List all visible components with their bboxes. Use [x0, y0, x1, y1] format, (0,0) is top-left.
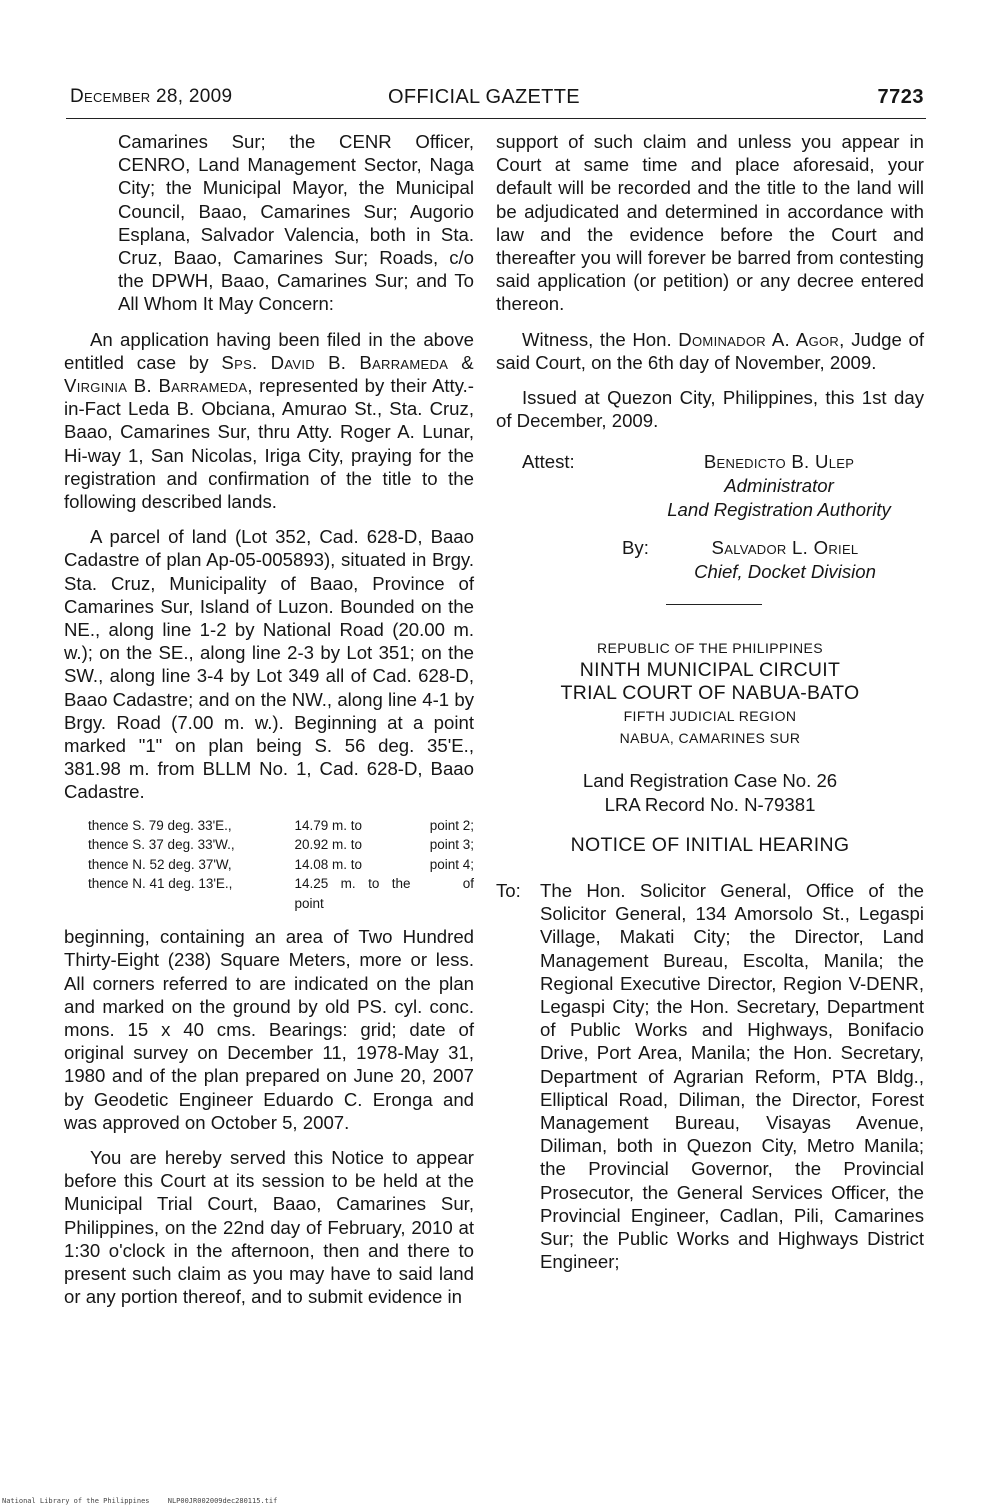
lra-record-number: LRA Record No. N-79381 — [604, 793, 816, 815]
bearing-point: of — [462, 876, 474, 892]
notice-title: NOTICE OF INITIAL HEARING — [570, 833, 850, 856]
section-divider — [666, 604, 762, 605]
header-rule — [66, 118, 926, 119]
bearing-row — [88, 874, 474, 913]
served-notice: You are hereby served this Notice to appear before this Court at its session to be held at the Municipal Trial Court, Baao, Camarines Sur, Philippines, on the 22nd day of February, 2010 at 1:30 o'clock in the afternoon, then and there to present such claim as you may have to said land or any portion thereof, and to submit evidence in — [64, 1147, 474, 1308]
signatory-title: Administrator — [724, 475, 834, 497]
bearing-distance: 14.08 m. to — [294, 856, 363, 872]
attest-signatory — [634, 450, 924, 522]
application-text-2: represented by their Atty.-in-Fact Leda B. Obciana, Amurao St., Sta. Cruz, Baao, Camarines Sur, thru Atty. Roger A. Lunar, Hi-way 1, San Nicolas, Iriga City, praying for the registration and confirmation of the title to the following described lands. — [64, 375, 474, 513]
bearing-distance: 14.79 m. to — [294, 817, 363, 833]
bearing-point: point 3; — [429, 837, 474, 853]
header-title: OFFICIAL GAZETTE — [388, 86, 580, 108]
library-credit: National Library of the Philippines — [2, 1497, 150, 1505]
support-paragraph: support of such claim and unless you appear in Court at same time and place aforesaid, your default will be recorded and the title to the land will be adjudicated and determined in accordance with law and the evidence before the Court and thereafter you will forever be barred from contesting said application (or petition) or any decree entered thereon. — [496, 131, 924, 315]
court-name-line-2: TRIAL COURT OF NABUA-BATO — [560, 682, 860, 705]
bearing-row — [88, 835, 474, 855]
by-signature — [496, 534, 924, 592]
court-name-line-1: NINTH MUNICIPAL CIRCUIT — [579, 659, 841, 682]
witness-paragraph — [496, 328, 924, 374]
addressees-continued: Camarines Sur; the CENR Officer, CENRO, Land Management Sector, Naga City; the Municipal Mayor, the Municipal Council, Baao, Camarines Sur; Augorio Esplana, Salvador Valencia, both in Sta. Cruz, Baao, Camarines Sur; Roads, c/o the DPWH, Baao, Camarines Sur; and To All Whom It May Concern: — [118, 131, 474, 315]
judge-name: Dominador A. Agor, — [678, 328, 845, 350]
court-heading — [496, 637, 924, 749]
bearing-distance: 14.25 m. to the point — [294, 876, 411, 911]
bearing-row — [88, 855, 474, 875]
parcel-description: A parcel of land (Lot 352, Cad. 628-D, Baao Cadastre of plan Ap-05-005893), situated in Brgy. Sta. Cruz, Municipality of Baao, Province of Camarines Sur, Island of Luzon. Bounded on the NE., along line 1-2 by National Road (20.00 m. w.); on the SE., along line 2-3 by Lot 351; on the SW., along line 3-4 by Lot 349 all of Cad. 628-D, Baao Cadastre; and on the NW., along line 4-1 by Brgy. Road (7.00 m. w.). Beginning at a point marked "1" on plan being S. 56 deg. 35'E., 381.98 m. from BLLM No. 1, Cad. 628-D, Baao Cadastre. — [64, 526, 474, 803]
bearings-table — [88, 816, 474, 914]
bearing-text: thence N. 41 deg. 13'E., — [88, 876, 233, 892]
republic-line: REPUBLIC OF THE PHILIPPINES — [596, 640, 824, 657]
addressee-list: The Hon. Solicitor General, Office of the Solicitor General, 134 Amorsolo St., Legaspi Village, Makati City; the Director, Land Management Bureau, Escolta, Manila; the Regional Executive Director, Region V-DENR, Legaspi City; the Hon. Secretary, Department of Public Works and Highways, Bonifacio Drive, Port Area, Manila; the Hon. Secretary, Department of Agrarian Reform, PTA Bldg., Elliptical Road, Diliman, the Director, Forest Management Bureau, Visayas Avenue, Diliman, both in Quezon City, Metro Manila; the Provincial Governor, the Provincial Prosecutor, the General Services Officer, the Provincial Engineer, Cadlan, Pili, Camarines Sur; the Public Works and Highways District Engineer; — [540, 880, 924, 1273]
case-numbers — [496, 769, 924, 815]
bearing-text: thence S. 37 deg. 33'W., — [88, 837, 235, 853]
issued-paragraph: Issued at Quezon City, Philippines, this 1st day of December, 2009. — [496, 387, 924, 432]
signatory-name: Benedicto B. Ulep — [703, 451, 855, 473]
scan-footer — [2, 1497, 291, 1505]
scan-filename: NLP00JR002009dec280115.tif — [167, 1497, 278, 1505]
by-signatory — [654, 536, 916, 584]
addressee-block — [496, 879, 924, 1273]
bearing-row — [88, 816, 474, 836]
to-label: To: — [496, 880, 521, 902]
left-column — [64, 130, 474, 1320]
applicants-names: Sps. David B. Barrameda & Virginia B. Barrameda, — [64, 351, 474, 397]
court-location: NABUA, CAMARINES SUR — [619, 730, 801, 747]
bearing-point: point 4; — [429, 856, 474, 872]
bearing-distance: 20.92 m. to — [294, 837, 363, 853]
header-date: December 28, 2009 — [70, 86, 233, 107]
area-description: beginning, containing an area of Two Hundred Thirty-Eight (238) Square Meters, more or less. All corners referred to are indicated on the plan and marked on the ground by old PS. cyl. conc. mons. 15 x 40 cms. Bearings: grid; date of original survey on December 11, 1978-May 31, 1980 and of the plan prepared on June 20, 2007 by Geodetic Engineer Eduardo C. Eronga and was approved on October 5, 2007. — [64, 926, 474, 1133]
attest-label: Attest: — [522, 451, 575, 473]
by-signatory-title: Chief, Docket Division — [694, 561, 876, 583]
signatory-agency: Land Registration Authority — [667, 499, 891, 521]
page-header — [70, 86, 926, 116]
bearing-point: point 2; — [429, 817, 474, 833]
page-number: 7723 — [877, 86, 924, 108]
attest-signature — [496, 444, 924, 534]
application-paragraph — [64, 328, 474, 514]
case-number: Land Registration Case No. 26 — [582, 770, 838, 792]
witness-text-1: Witness, the Hon. — [522, 328, 672, 350]
by-signatory-name: Salvador L. Oriel — [711, 537, 859, 559]
by-label: By: — [622, 537, 649, 559]
witness-text-2: Judge of said Court, on the 6th day of November, 2009. — [496, 328, 924, 373]
right-column — [496, 130, 924, 1274]
application-text-1: An application having been filed in the above entitled case by — [64, 328, 474, 373]
bearing-text: thence S. 79 deg. 33'E., — [88, 817, 232, 833]
judicial-region: FIFTH JUDICIAL REGION — [623, 708, 797, 725]
bearing-text: thence N. 52 deg. 37'W, — [88, 856, 232, 872]
